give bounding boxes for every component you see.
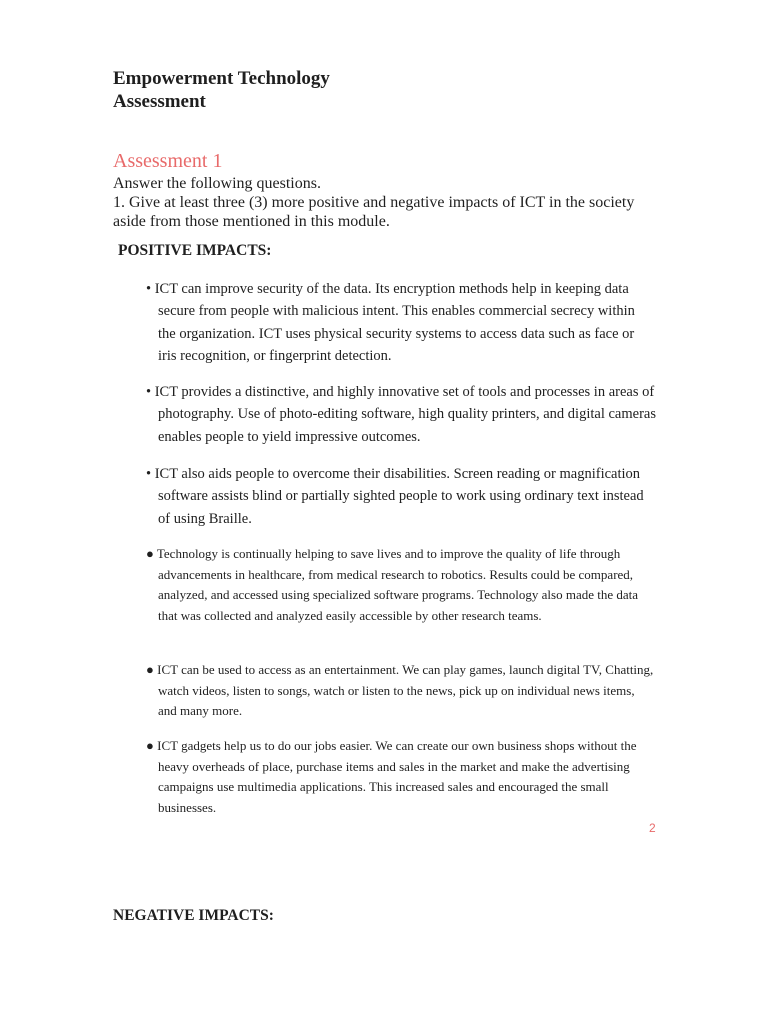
positive-item-text: • ICT also aids people to overcome their disabilities. Screen reading or magnification software assists blind or partially sighted people to work using ordinary text instead of using Braille. [146, 466, 644, 527]
document-title-line2: Assessment [113, 91, 206, 112]
document-title-line1: Empowerment Technology [113, 68, 330, 89]
negative-impacts-heading: NEGATIVE IMPACTS: [113, 907, 274, 924]
positive-item-3 [136, 463, 656, 530]
positive-item-text: • ICT provides a distinctive, and highly innovative set of tools and processes in areas of photography. Use of photo-editing software, high quality printers, and digital cameras enables people to yield impressive outcomes. [146, 384, 656, 445]
document-title [113, 67, 330, 113]
assessment-question: 1. Give at least three (3) more positive and negative impacts of ICT in the society aside from those mentioned in this module. [113, 194, 635, 230]
assessment-heading: Assessment 1 [113, 150, 223, 172]
positive-item-4 [136, 544, 656, 626]
positive-item-text: ● Technology is continually helping to save lives and to improve the quality of life through advancements in healthcare, from medical research to robotics. Results could be compared, analyzed, and accessed using specialized software programs. Technology also made the data that was collected and analyzed easily accessible by other research teams. [146, 546, 639, 623]
positive-item-2 [136, 381, 656, 448]
assessment-instruction: Answer the following questions. [113, 175, 321, 192]
assessment-intro [113, 174, 658, 231]
positive-item-5 [136, 660, 656, 722]
positive-item-text: ● ICT gadgets help us to do our jobs easier. We can create our own business shops without the heavy overheads of place, purchase items and sales in the market and make the advertising campaigns use multimedia applications. This increased sales and encouraged the small businesses. [146, 738, 637, 815]
positive-impacts-heading: POSITIVE IMPACTS: [118, 242, 272, 259]
positive-item-text: • ICT can improve security of the data. Its encryption methods help in keeping data secure from people with malicious intent. This enables commercial secrecy within the organization. ICT uses physical security systems to access data such as face or iris recognition, or fingerprint detection. [146, 281, 635, 364]
positive-item-6 [136, 736, 656, 818]
positive-item-text: ● ICT can be used to access as an entertainment. We can play games, launch digital TV, Chatting, watch videos, listen to songs, watch or listen to the news, pick up on individual news items, and many more. [146, 662, 654, 718]
positive-item-1 [136, 278, 656, 367]
page-number: 2 [649, 821, 656, 835]
